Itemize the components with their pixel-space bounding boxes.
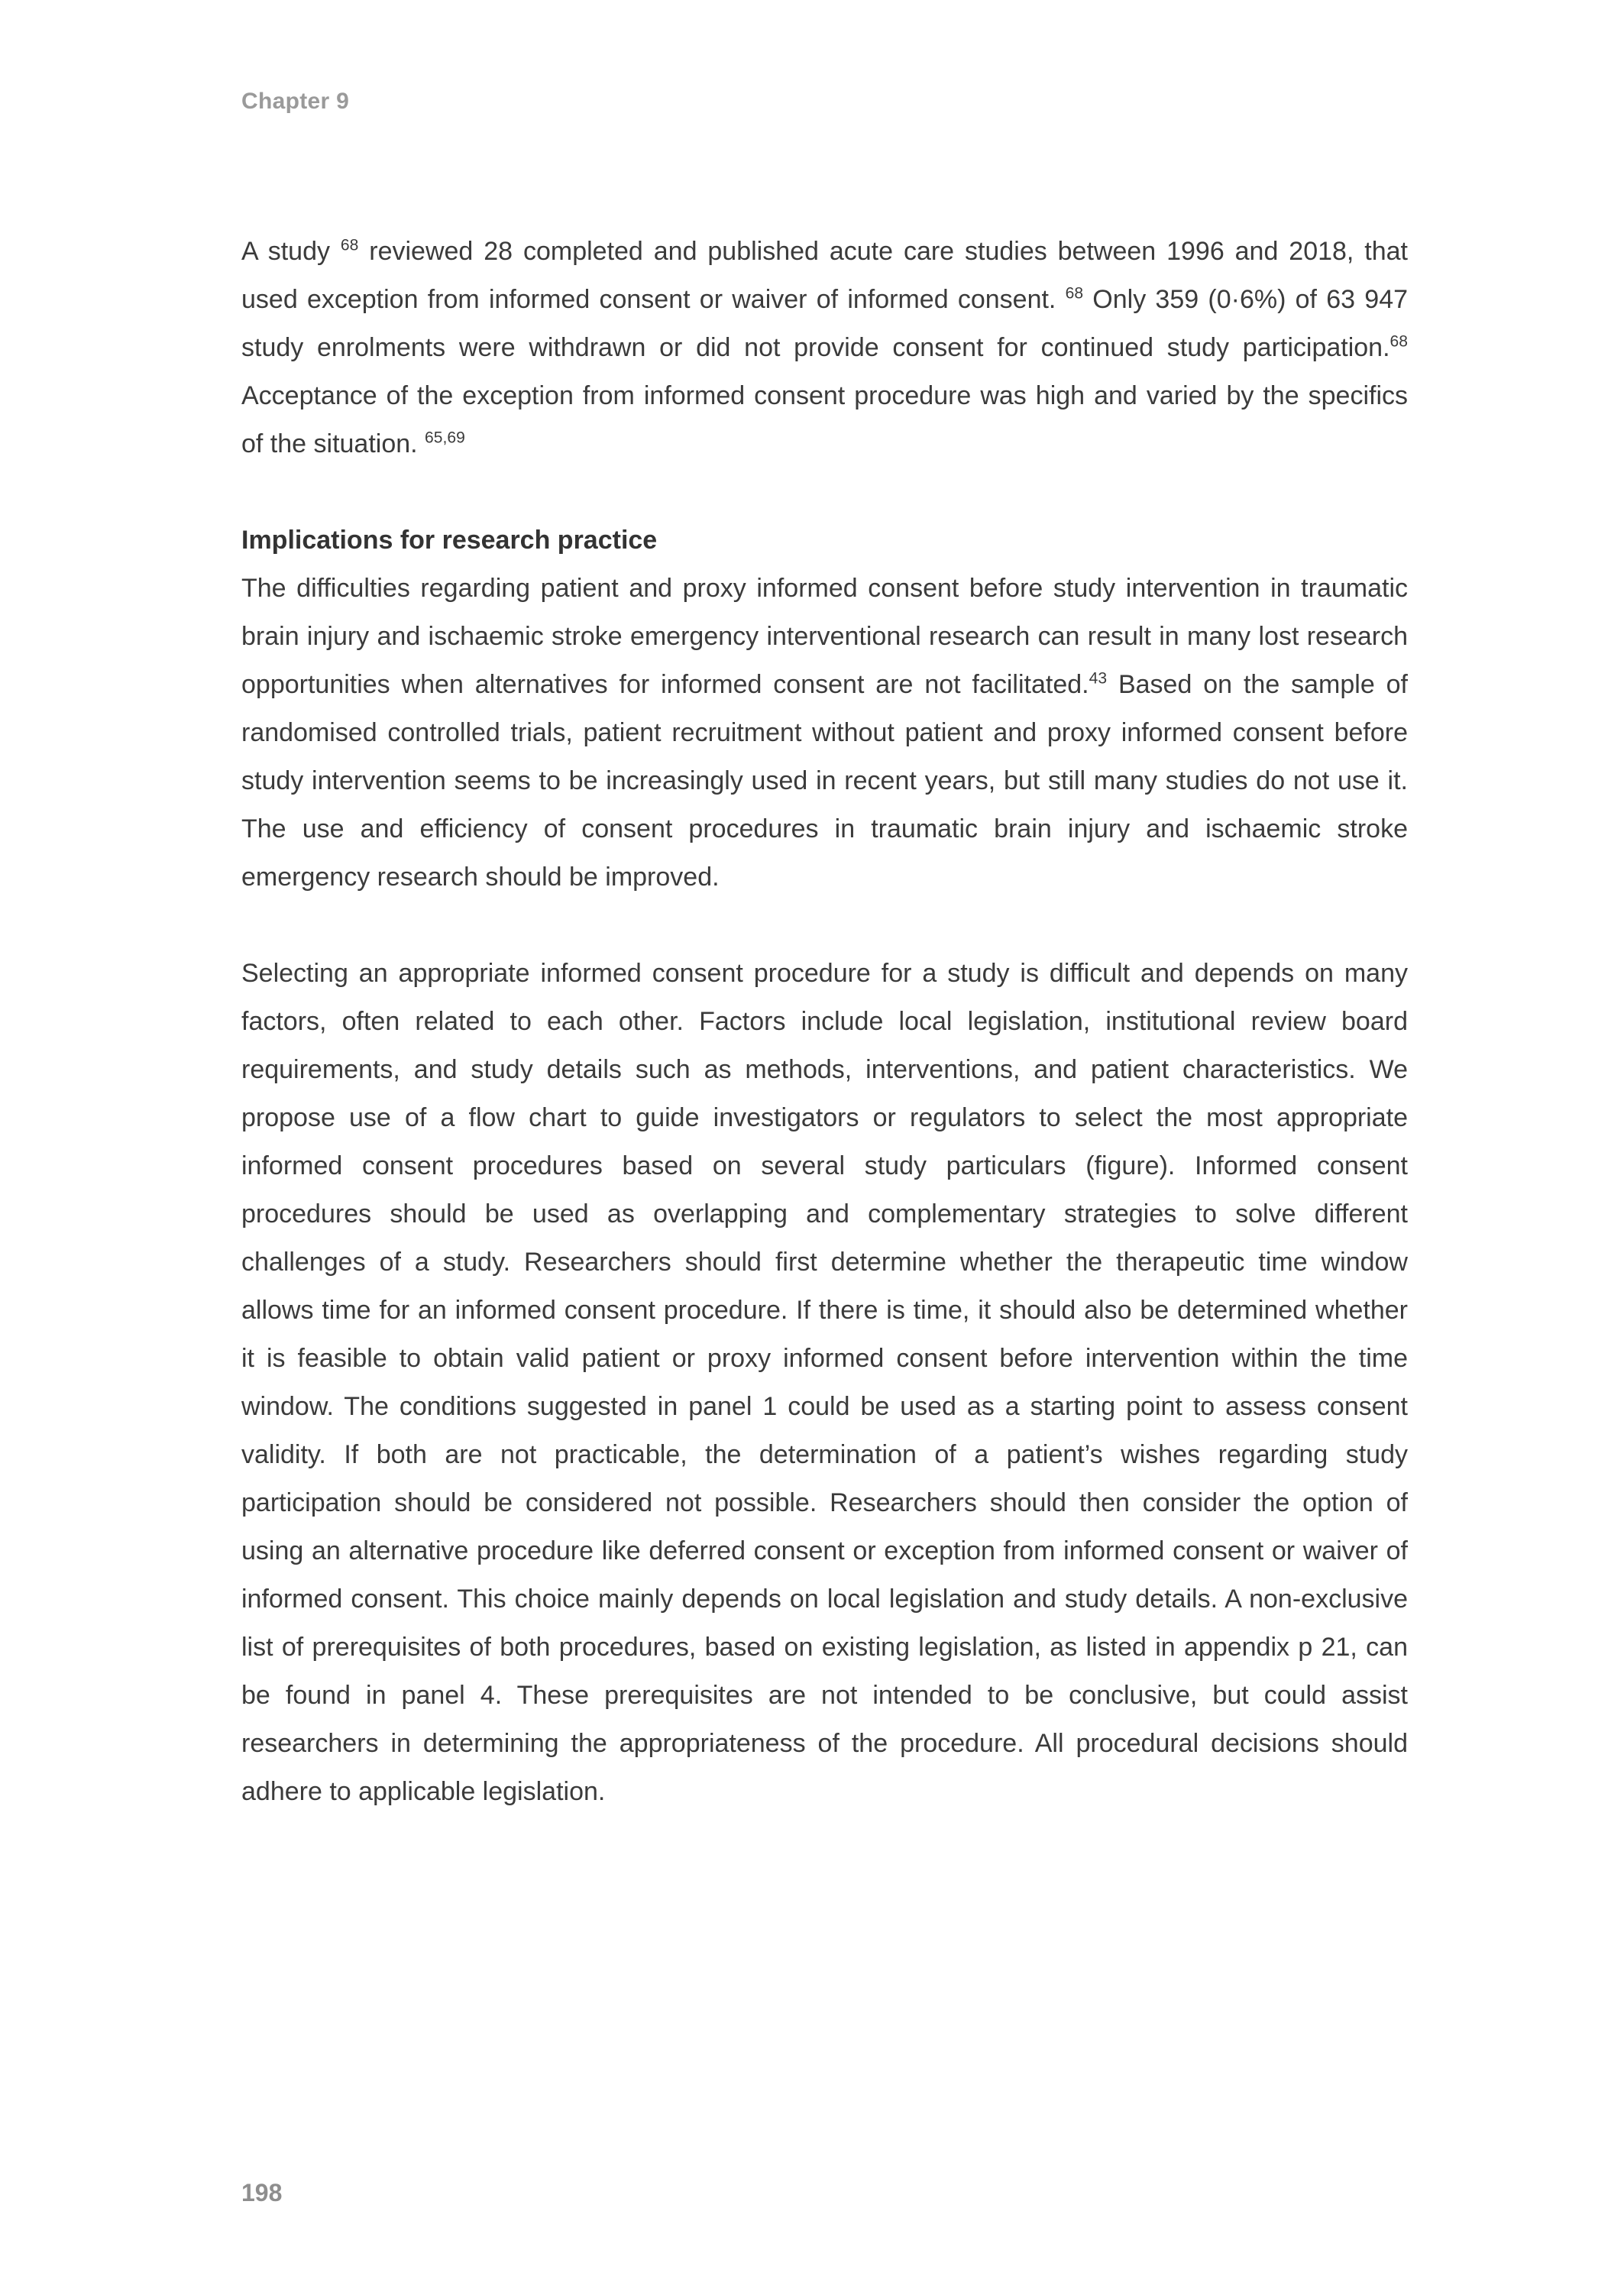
superscript-reference: 43 <box>1089 669 1108 688</box>
section-heading-implications: Implications for research practice <box>241 526 658 555</box>
page-number: 198 <box>241 2179 283 2206</box>
paragraph-selecting-procedure <box>241 950 1408 1816</box>
text-run: A study <box>241 237 341 266</box>
superscript-reference: 68 <box>1065 284 1084 303</box>
superscript-reference: 68 <box>1389 332 1408 351</box>
text-run: Selecting an appropriate informed consent procedure for a study is difficult and depends on many factors, often related to each other. Factors include local legislation, institutional review board requirements, and study details such as methods, interventions, and patient characteristics. We propose use of a flow chart to guide investigators or regulators to select the most appropriate informed consent procedures based on several study particulars (figure). Informed consent procedures should be used as overlapping and complementary strategies to solve different challenges of a study. Researchers should first determine whether the therapeutic time window allows time for an informed consent procedure. If there is time, it should also be determined whether it is feasible to obtain valid patient or proxy informed consent before intervention within the time window. The conditions suggested in panel 1 could be used as a starting point to assess consent validity. If both are not practicable, the determination of a patient’s wishes regarding study participation should be considered not possible. Researchers should then consider the option of using an alternative procedure like deferred consent or exception from informed consent or waiver of informed consent. This choice mainly depends on local legislation and study details. A non-exclusive list of prerequisites of both procedures, based on existing legislation, as listed in appendix p 21, can be found in panel 4. These prerequisites are not intended to be conclusive, but could assist researchers in determining the appropriateness of the procedure. All procedural decisions should adhere to applicable legislation. <box>241 959 1408 1806</box>
text-run: Acceptance of the exception from informed consent procedure was high and varied by the specifics of the situation. <box>241 381 1408 458</box>
text-run: Based on the sample of randomised controlled trials, patient recruitment without patient and proxy informed consent before study intervention seems to be increasingly used in recent years, but still many studies do not use it. The use and efficiency of consent procedures in traumatic brain injury and ischaemic stroke emergency research should be improved. <box>241 670 1409 892</box>
chapter-running-header: Chapter 9 <box>241 89 350 114</box>
text-run: Only 359 (0·6%) of 63 947 study enrolments were withdrawn or did not provide consent for continued study participation. <box>241 285 1409 362</box>
superscript-reference: 65,69 <box>425 429 465 447</box>
paragraph-difficulties-consent <box>241 565 1408 902</box>
text-run: reviewed 28 completed and published acute care studies between 1996 and 2018, that used exception from informed consent or waiver of informed consent. <box>241 237 1408 314</box>
text-run: The difficulties regarding patient and proxy informed consent before study intervention in traumatic brain injury and ischaemic stroke emergency interventional research can result in many lost research opportunities when alternatives for informed consent are not facilitated. <box>241 574 1408 699</box>
paragraph-acute-care-review <box>241 228 1408 468</box>
body-text-block <box>241 228 1408 1816</box>
superscript-reference: 68 <box>340 236 359 254</box>
